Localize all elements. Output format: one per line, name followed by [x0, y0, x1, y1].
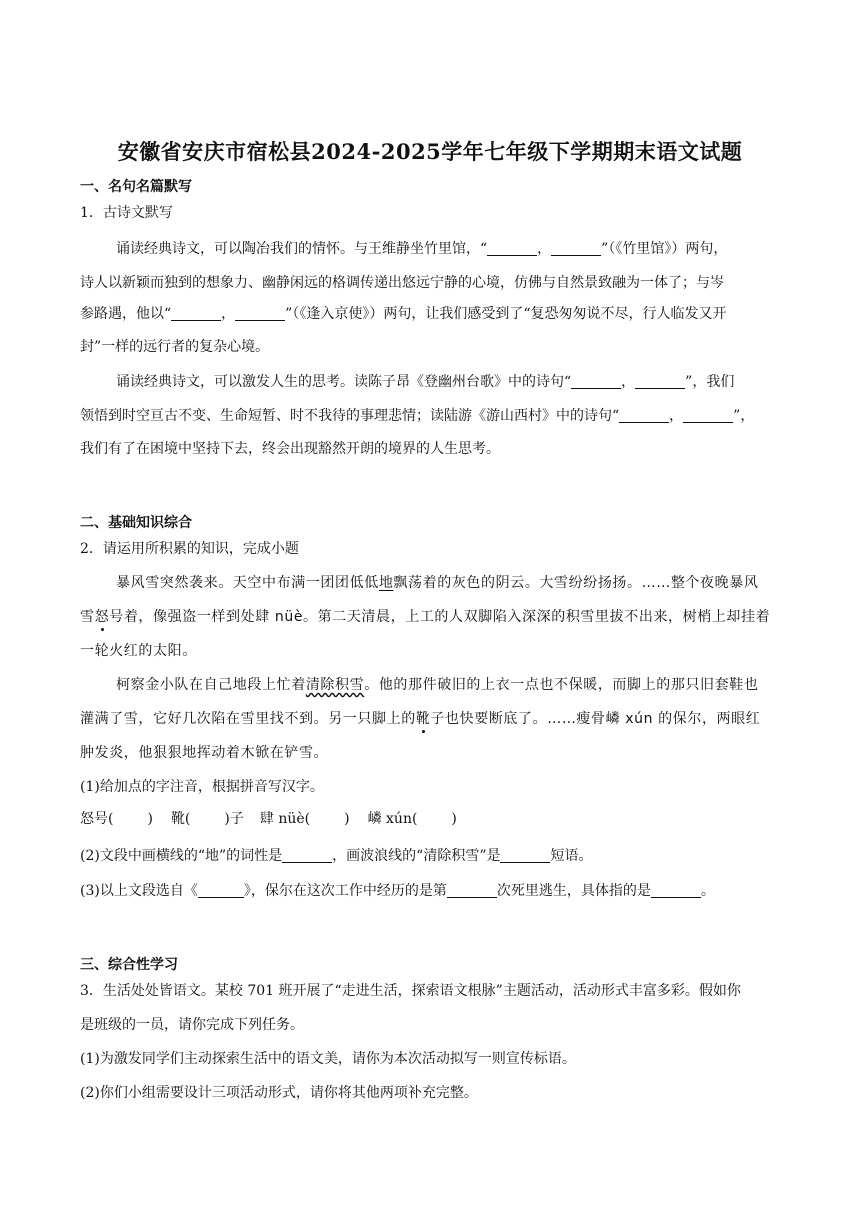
q2-text2-line3: 肿发炎，他狠狠地挥动着木锨在铲雪。 — [80, 745, 329, 761]
q2-subquestion-3: (3)以上文段选自《 》，保尔在这次工作中经历的是第 次死里逃生，具体指的是 。 — [80, 883, 715, 899]
question-3-line1: 3．生活处处皆语文。某校 701 班开展了“走进生活，探索语文根脉”主题活动，活动形式丰富多彩。假如你 — [80, 983, 741, 999]
q1-paragraph1-line2: 诗人以新颖而独到的想象力、幽静闲远的格调传递出悠远宁静的心境，仿佛与自然景致融为一体了；与岑 — [80, 275, 724, 291]
answer-blank[interactable] — [683, 407, 733, 423]
question-1-label: 1．古诗文默写 — [80, 205, 173, 221]
answer-blank[interactable] — [635, 373, 685, 389]
answer-blank[interactable] — [198, 882, 244, 898]
q2-subquestion-1-blanks: 怒号( ) 靴( )子 肆 nüè( ) 嶙 xún( ) — [80, 811, 457, 827]
q1-paragraph1-line1: 诵读经典诗文，可以陶冶我们的情怀。与王维静坐竹里馆，“ ， ”（《竹里馆》）两句， — [116, 241, 728, 257]
answer-blank[interactable] — [447, 882, 497, 898]
q3-subquestion-1: (1)为激发同学们主动探索生活中的语文美，请你为本次活动拟写一则宣传标语。 — [80, 1051, 576, 1067]
q1-paragraph1-line4: 封”一样的远行者的复杂心境。 — [80, 339, 270, 355]
q1-paragraph1-line3: 参路遇，他以“ ， ”（《逢入京使》）两句，让我们感受到了“复恐匆匆说不尽，行人临发又开 — [80, 306, 727, 322]
q2-text2-line2: 灌满了雪，它好几次陷在雪里找不到。另一只脚上的靴子也快要断底了。……瘦骨嶙 xún 的保尔，两眼红 — [80, 711, 761, 727]
q1-paragraph2-line1: 诵读经典诗文，可以激发人生的思考。读陈子昂《登幽州台歌》中的诗句“ ， ”，我们 — [116, 374, 735, 390]
answer-blank[interactable] — [235, 305, 285, 321]
q2-text1-line3: 一轮火红的太阳。 — [80, 643, 197, 659]
answer-blank[interactable] — [487, 240, 537, 256]
q1-paragraph2-line3: 我们有了在困境中坚持下去，终会出现豁然开朗的境界的人生思考。 — [80, 441, 500, 457]
wavy-underlined-phrase: 清除积雪 — [305, 677, 365, 693]
answer-blank[interactable] — [282, 847, 332, 863]
q2-text2-line1: 柯察金小队在自己地段上忙着清除积雪。他的那件破旧的上衣一点也不保暖，而脚上的那只旧套鞋也 — [116, 677, 759, 693]
q2-subquestion-1: (1)给加点的字注音，根据拼音写汉字。 — [80, 779, 324, 795]
section-heading-2: 二、基础知识综合 — [80, 515, 192, 531]
section-heading-1: 一、名句名篇默写 — [80, 179, 192, 195]
answer-blank[interactable] — [651, 882, 701, 898]
answer-blank[interactable] — [571, 373, 621, 389]
dotted-char: 怒 — [94, 609, 110, 625]
dotted-char: 靴 — [415, 711, 431, 727]
q3-subquestion-2: (2)你们小组需要设计三项活动形式，请你将其他两项补充完整。 — [80, 1085, 478, 1101]
section-heading-3: 三、综合性学习 — [80, 957, 178, 973]
answer-blank[interactable] — [619, 407, 669, 423]
q2-text1-line1: 暴风雪突然袭来。天空中布满一团团低低地飘荡着的灰色的阴云。大雪纷纷扬扬。……整个夜晚暴风 — [116, 575, 759, 591]
page-title: 安徽省安庆市宿松县2024-2025学年七年级下学期期末语文试题 — [117, 139, 743, 164]
q2-subquestion-2: (2)文段中画横线的“地”的词性是 ，画波浪线的“清除积雪”是 短语。 — [80, 848, 593, 864]
answer-blank[interactable] — [500, 847, 550, 863]
q1-paragraph2-line2: 领悟到时空亘古不变、生命短暂、时不我待的事理悲情；读陆游《游山西村》中的诗句“ ， ”， — [80, 408, 755, 424]
answer-blank[interactable] — [551, 240, 601, 256]
answer-blank[interactable] — [171, 305, 221, 321]
underlined-word: 地 — [378, 575, 394, 591]
question-2-label: 2．请运用所积累的知识，完成小题 — [80, 541, 299, 557]
question-3-line2: 是班级的一员，请你完成下列任务。 — [80, 1017, 304, 1033]
q2-text1-line2: 雪怒号着，像强盗一样到处肆 nüè。第二天清晨，上工的人双脚陷入深深的积雪里拔不出来，树梢上却挂着 — [80, 609, 771, 625]
